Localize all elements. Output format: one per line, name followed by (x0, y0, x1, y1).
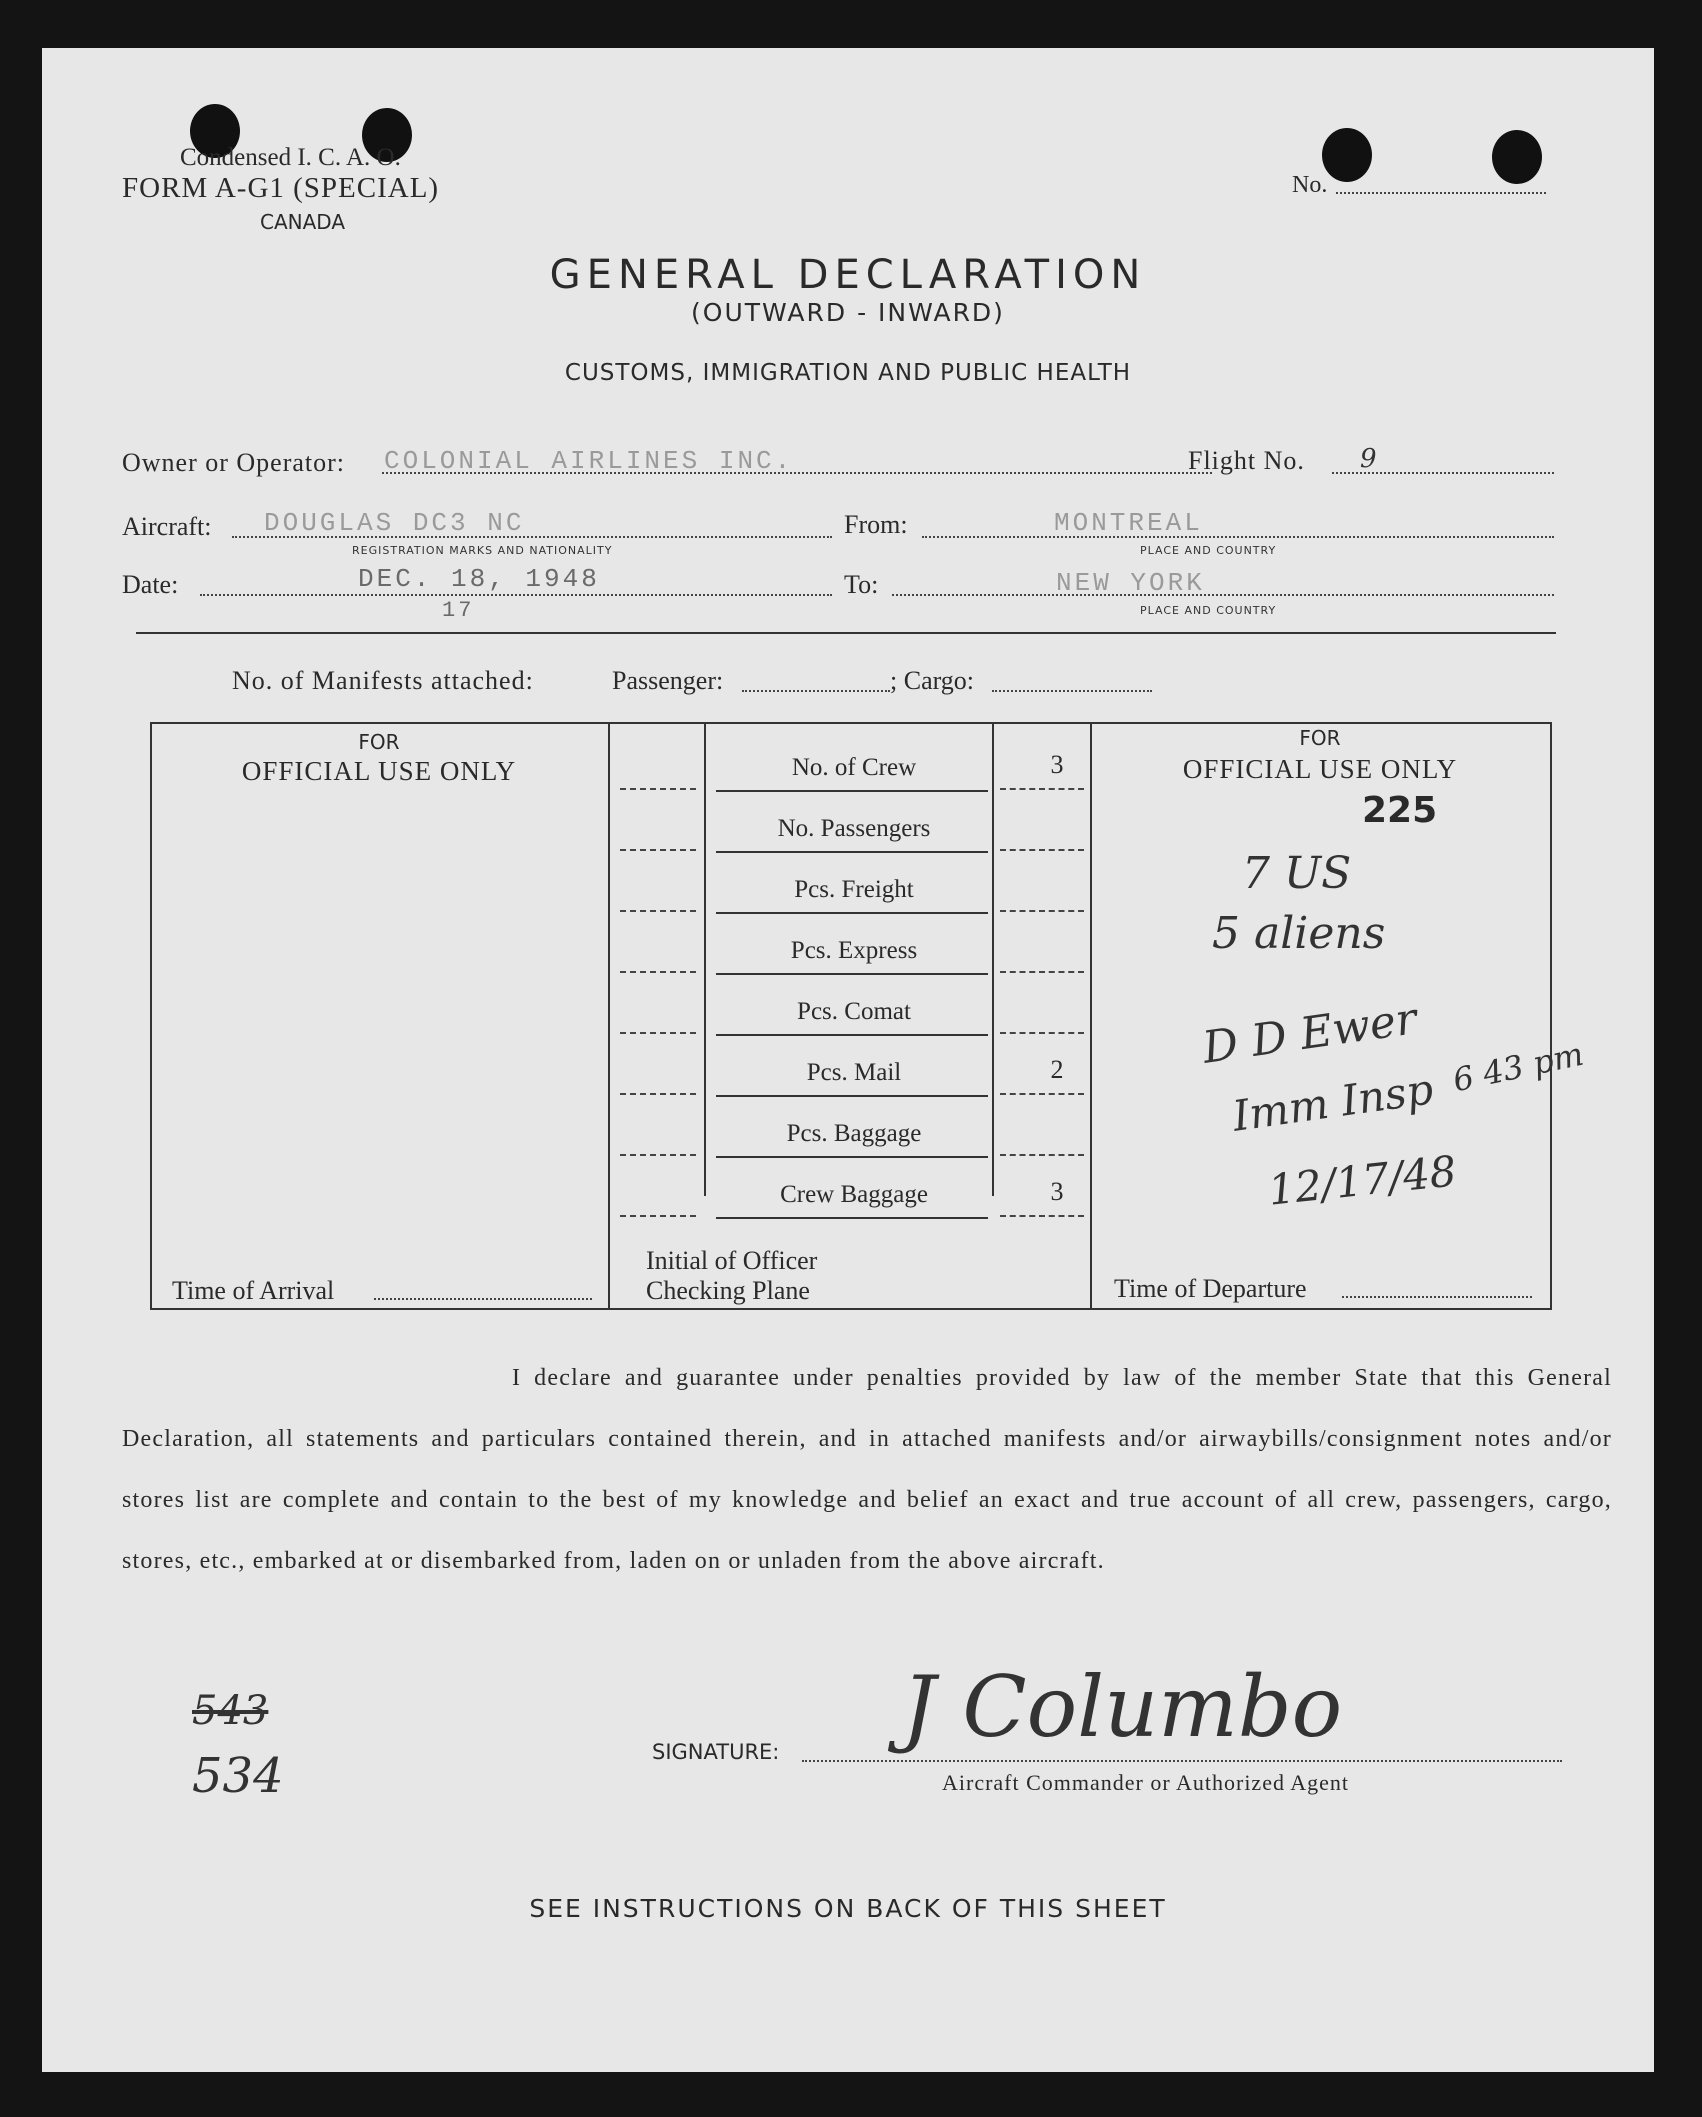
date-line (200, 594, 832, 596)
header-divider (136, 632, 1556, 634)
category-underline (716, 851, 988, 853)
category-underline (716, 1095, 988, 1097)
count-blank (620, 971, 696, 973)
category-label: Crew Baggage (780, 1181, 928, 1208)
category-underline (716, 912, 988, 914)
aircraft-value: DOUGLAS DC3 NC (264, 508, 525, 538)
condensed-icao: Condensed I. C. A. O. (180, 144, 401, 171)
category-underline (716, 1217, 988, 1219)
punch-hole (1492, 130, 1542, 184)
to-caption: PLACE AND COUNTRY (1140, 604, 1277, 617)
category-underline (716, 1034, 988, 1036)
date-value: DEC. 18, 1948 (358, 564, 600, 594)
owner-value: COLONIAL AIRLINES INC. (384, 446, 794, 476)
from-line (922, 536, 1554, 538)
count-blank (620, 910, 696, 912)
category-underline (716, 1156, 988, 1158)
category-underline (716, 790, 988, 792)
date-correction: 17 (442, 598, 475, 623)
date-label: Date: (122, 570, 179, 599)
count-blank (620, 849, 696, 851)
right-official-label: OFFICIAL USE ONLY (1182, 754, 1458, 784)
category-value: 3 (1050, 1177, 1064, 1206)
number-line (1336, 192, 1546, 194)
cargo-line (992, 690, 1152, 692)
note-us-count: 7 US (1242, 848, 1352, 899)
arrival-line (374, 1298, 592, 1300)
punch-hole (1322, 128, 1372, 182)
margin-number: 534 (192, 1748, 284, 1804)
from-value: MONTREAL (1054, 508, 1203, 538)
departure-line (1342, 1296, 1532, 1298)
value-blank (1000, 1215, 1084, 1217)
value-blank (1000, 788, 1084, 790)
to-value: NEW YORK (1056, 568, 1205, 598)
departure-label: Time of Departure (1114, 1274, 1307, 1303)
note-date: 12/17/48 (1265, 1146, 1459, 1215)
number-label: No. (1292, 172, 1328, 198)
left-official-label: OFFICIAL USE ONLY (241, 756, 517, 786)
value-blank (1000, 849, 1084, 851)
count-blank (620, 1154, 696, 1156)
table-divider (608, 722, 610, 1308)
signature-line (802, 1760, 1562, 1762)
signature-image: J Columbo (902, 1658, 1343, 1756)
aircraft-caption: REGISTRATION MARKS AND NATIONALITY (352, 544, 613, 557)
value-blank (1000, 971, 1084, 973)
document-sheet (42, 48, 1654, 2072)
footer-instructions: SEE INSTRUCTIONS ON BACK OF THIS SHEET (529, 1894, 1167, 1923)
passenger-label: Passenger: (612, 666, 724, 695)
aircraft-label: Aircraft: (122, 512, 212, 541)
category-label: No. of Crew (791, 754, 917, 781)
form-number: FORM A-G1 (SPECIAL) (122, 172, 440, 204)
category-value: 3 (1050, 750, 1064, 779)
category-label: Pcs. Mail (806, 1059, 902, 1086)
category-label: No. Passengers (777, 815, 931, 842)
initial-label-2: Checking Plane (646, 1276, 810, 1305)
manifests-label: No. of Manifests attached: (232, 666, 534, 695)
table-divider (1090, 722, 1092, 1308)
note-alien-count: 5 aliens (1212, 908, 1386, 959)
left-for-label: FOR (358, 730, 400, 754)
value-blank (1000, 1093, 1084, 1095)
owner-label: Owner or Operator: (122, 448, 346, 477)
form-country: CANADA (260, 210, 346, 234)
cargo-label: ; Cargo: (890, 666, 975, 695)
category-label: Pcs. Freight (794, 876, 914, 903)
margin-struck-number: 543 (192, 1688, 269, 1734)
note-title: Imm Insp (1229, 1064, 1437, 1141)
note-time: 6 43 pm (1449, 1034, 1587, 1100)
category-underline (716, 973, 988, 975)
document-subtitle: (OUTWARD - INWARD) (691, 298, 1005, 327)
count-blank (620, 1093, 696, 1095)
from-label: From: (844, 510, 908, 539)
signature-label: SIGNATURE: (652, 1740, 780, 1764)
initial-label-1: Initial of Officer (646, 1246, 818, 1275)
category-label: Pcs. Comat (797, 998, 911, 1025)
arrival-label: Time of Arrival (172, 1276, 335, 1305)
flight-label: Flight No. (1188, 446, 1305, 475)
document-title: GENERAL DECLARATION (549, 252, 1147, 298)
value-blank (1000, 910, 1084, 912)
count-blank (620, 1215, 696, 1217)
value-blank (1000, 1154, 1084, 1156)
flight-value: 9 (1360, 444, 1377, 474)
count-blank (620, 1032, 696, 1034)
signature-caption: Aircraft Commander or Authorized Agent (942, 1770, 1350, 1795)
category-value: 2 (1050, 1055, 1064, 1084)
table-divider (704, 722, 706, 1196)
declaration-text: I declare and guarantee under penalties provided by law of the member State that this General Declaration, all statements and particulars contained therein, and in attached manifests and/or airwaybills/consignment notes and/or stores list are complete and contain to the best of my knowledge and belief an exact and true account of all crew, passengers, cargo, stores, etc., embarked at or disembarked from, laden on or unladen from the above aircraft. (122, 1365, 1612, 1574)
value-blank (1000, 1032, 1084, 1034)
section-title: CUSTOMS, IMMIGRATION AND PUBLIC HEALTH (564, 360, 1132, 386)
passenger-line (742, 690, 890, 692)
right-for-label: FOR (1299, 726, 1341, 750)
to-line (892, 594, 1554, 596)
to-label: To: (844, 570, 879, 599)
note-inspector: D D Ewer (1199, 993, 1420, 1074)
category-label: Pcs. Baggage (786, 1120, 922, 1147)
count-blank (620, 788, 696, 790)
stamp-number: 225 (1362, 790, 1438, 831)
from-caption: PLACE AND COUNTRY (1140, 544, 1277, 557)
category-label: Pcs. Express (790, 937, 918, 964)
